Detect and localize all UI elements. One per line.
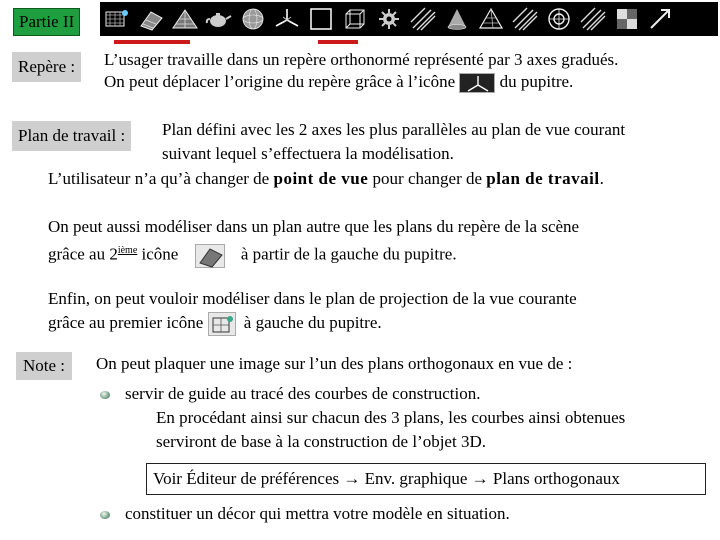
plane-tool-icon	[195, 244, 225, 268]
para2-line-1: On peut aussi modéliser dans un plan autre que les plans du repère de la scène	[48, 217, 580, 236]
arrow-icon[interactable]	[644, 4, 678, 34]
repere-line-2-text: On peut déplacer l’origine du repère grâce à l’icône	[104, 72, 456, 91]
gear-icon[interactable]	[372, 4, 406, 34]
plan-line-3	[48, 168, 604, 190]
plan-line-1: Plan défini avec les 2 axes les plus parallèles au plan de vue courant	[162, 120, 626, 139]
plan-line-2: suivant lequel s’effectuera la modélisation.	[162, 144, 454, 163]
plan-line-3-a: L’utilisateur n’a qu’à changer de	[48, 169, 274, 188]
sphere-icon[interactable]	[236, 4, 270, 34]
plan-label: Plan de travail :	[12, 121, 131, 151]
axes-icon[interactable]	[270, 4, 304, 34]
pref-part-1: Voir Éditeur de préférences	[153, 469, 340, 488]
plan-line-3-e: .	[599, 169, 604, 188]
bullet-icon	[100, 391, 110, 399]
cone-icon[interactable]	[440, 4, 474, 34]
note-bullet-2: constituer un décor qui mettra votre modèle en situation.	[125, 504, 510, 523]
superscript: ième	[117, 245, 138, 256]
pref-part-3: Plans orthogonaux	[492, 469, 620, 488]
teapot-icon[interactable]	[202, 4, 236, 34]
para3-line-1: Enfin, on peut vouloir modéliser dans le plan de projection de la vue courante	[48, 289, 577, 308]
pref-part-2: Env. graphique	[364, 469, 468, 488]
plane-tool-icon[interactable]	[134, 4, 168, 34]
plan-line-3-c: pour changer de	[368, 169, 487, 188]
hatch-icon[interactable]	[406, 4, 440, 34]
page-title: Partie II	[13, 8, 80, 36]
toolbar	[100, 2, 718, 36]
para2-line-2-c: à partir de la gauche du pupitre.	[240, 244, 457, 264]
para2-line-2-a: grâce au 2	[48, 244, 118, 264]
repere-line-2	[104, 71, 573, 93]
para3-line-2-b: à gauche du pupitre.	[243, 313, 382, 332]
right-arrow-icon: →	[343, 469, 361, 488]
grid-plane-icon[interactable]	[100, 4, 134, 34]
right-arrow-icon: →	[471, 469, 489, 488]
active-icon-marker	[114, 40, 190, 44]
pyramid-icon[interactable]	[474, 4, 508, 34]
repere-line-1: L’usager travaille dans un repère orthonormé représenté par 3 axes gradués.	[104, 50, 619, 69]
repere-label: Repère :	[12, 52, 81, 82]
preferences-path	[146, 463, 706, 495]
para3-line-2	[48, 312, 382, 336]
note-sub-2: serviront de base à la construction de l’objet 3D.	[156, 432, 486, 451]
square-outline-icon[interactable]	[304, 4, 338, 34]
note-label: Note :	[16, 352, 72, 380]
cube-wireframe-icon[interactable]	[338, 4, 372, 34]
axes-icon	[459, 73, 495, 93]
target-icon[interactable]	[542, 4, 576, 34]
bullet-icon	[100, 511, 110, 519]
checker-icon[interactable]	[610, 4, 644, 34]
para2-line-2-b: icône	[137, 244, 179, 264]
plan-de-travail-term: plan de travail	[486, 169, 600, 188]
point-de-vue-term: point de vue	[273, 169, 369, 188]
note-intro: On peut plaquer une image sur l’un des plans orthogonaux en vue de :	[96, 354, 573, 373]
note-bullet-1: servir de guide au tracé des courbes de construction.	[125, 384, 481, 403]
hatch-icon-2[interactable]	[508, 4, 542, 34]
repere-line-2-end: du pupitre.	[499, 72, 574, 91]
para3-line-2-a: grâce au premier icône	[48, 313, 204, 332]
note-sub-1: En procédant ainsi sur chacun des 3 plans, les courbes ainsi obtenues	[156, 408, 626, 427]
hatch-icon-3[interactable]	[576, 4, 610, 34]
grid-plane-icon	[208, 312, 236, 336]
triangle-mesh-icon[interactable]	[168, 4, 202, 34]
para2-line-2	[48, 240, 457, 268]
active-icon-marker	[318, 40, 358, 44]
